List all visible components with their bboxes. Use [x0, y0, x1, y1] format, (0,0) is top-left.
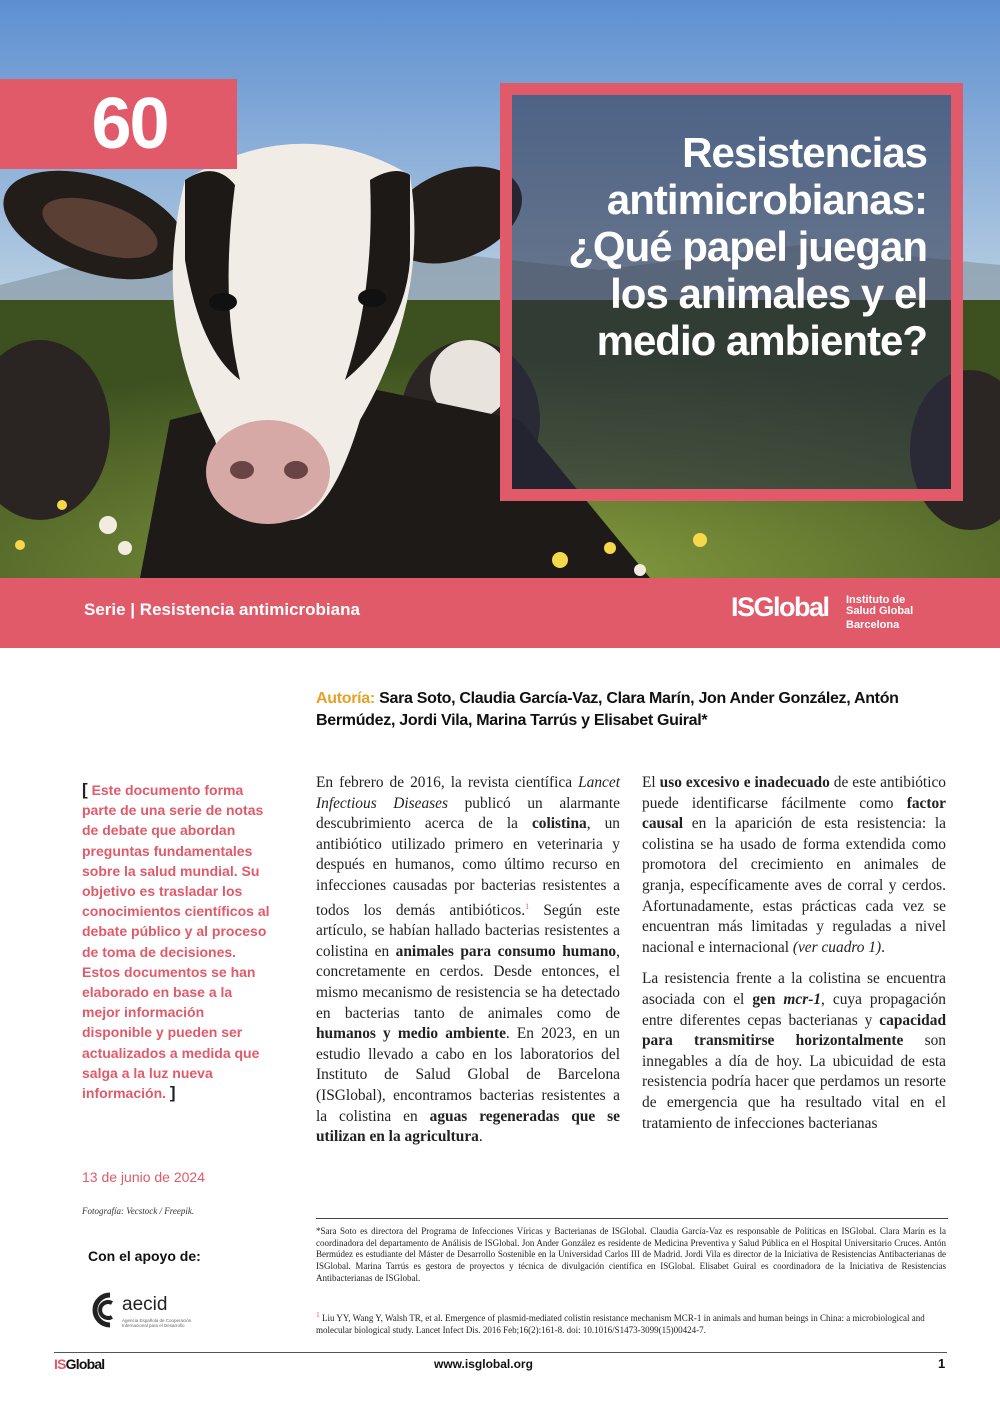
- box-reference: (ver cuadro 1): [792, 938, 882, 956]
- text: . En 2023, en un estudio llevado a cabo en los laboratorios del Instituto de Salud Global de Barcelona (ISGlobal), encontramos bacterias resistentes a la colistina en: [316, 1025, 620, 1125]
- gene-name: mcr-1: [783, 990, 822, 1008]
- open-bracket: [: [82, 780, 88, 799]
- logo-city: Barcelona: [846, 619, 900, 631]
- reference-text: Liu YY, Wang Y, Walsh TR, et al. Emergence of plasmid-mediated colistin resistance mechanism MCR-1 in animals and human beings in China: a microbiological and molecular biological study. Lancet Infect Dis. 2016 Feb;16(2):161-8. doi: 10.1016/S1473-3099(15)00424-7.: [316, 1313, 925, 1335]
- authors-names: Sara Soto, Claudia García-Vaz, Clara Marín, Jon Ander González, Antón Bermúdez, Jordi Vila, Marina Tarrús y Elisabet Guiral*: [316, 690, 899, 729]
- text: .: [881, 938, 886, 956]
- paragraph: [316, 773, 620, 1148]
- logo-is: IS: [54, 1356, 66, 1372]
- highlight: animales para consumo humano: [395, 942, 617, 960]
- body-column-2: [642, 773, 946, 1134]
- reference-footnote: [316, 1309, 946, 1336]
- photo-credit: Fotografía: Vecstock / Freepik.: [82, 1206, 195, 1216]
- aecid-name: aecid: [122, 1294, 168, 1315]
- document-title: Resistencias antimicrobianas: ¿Qué papel juegan los animales y el medio ambiente?: [568, 129, 927, 364]
- website-link[interactable]: www.isglobal.org: [434, 1357, 533, 1371]
- close-bracket: ]: [169, 1083, 176, 1103]
- aecid-fullname: Agencia Española de Cooperación Internacional para el Desarrollo: [122, 1318, 192, 1328]
- isglobal-logo: ISGlobal: [731, 592, 829, 622]
- sidebar-text: Este documento forma parte de una serie de notas de debate que abordan preguntas fundamentales sobre la salud mundial. Su objetivo es trasladar los conocimientos científicos al debate público y al proceso de toma de decisiones. Estos documentos se han elaborado en base a la mejor información disponible y pueden ser actualizados a medida que salga a la luz nueva información.: [82, 782, 270, 1102]
- issue-number-box: [0, 79, 237, 169]
- authors-label: Autoría:: [316, 690, 375, 707]
- text: en la aparición de esta resistencia: la colistina se ha usado de forma extendida como promotora del crecimiento en animales de granja, específicamente aves de corral y cerdos. Afortunadamente, estas prácticas cada vez se encuentran más limitadas y reguladas a nivel nacional e internacional: [642, 815, 946, 956]
- series-bar: [0, 578, 1000, 648]
- body-column-1: [316, 773, 620, 1148]
- text: , un antibiótico utilizado primero en veterinaria y después en humanos, como último recurso en infecciones causadas por bacterias resistentes a todos los demás antibióticos.: [316, 815, 620, 919]
- text: , concretamente en cerdos. Desde entonces, el mismo mecanismo de resistencia se ha detectado en bacterias tanto de animales como de: [316, 942, 620, 1022]
- text: La resistencia frente a la colistina se encuentra asociada con el: [642, 970, 946, 1008]
- footnote-ref[interactable]: 1: [525, 901, 530, 911]
- highlight: factor causal: [642, 794, 946, 833]
- paragraph: [642, 773, 946, 958]
- highlight: capacidad para transmitirse horizontalmente: [642, 1011, 946, 1050]
- highlight: uso excesivo e inadecuado: [659, 774, 830, 791]
- text: , cuya propagación entre diferentes cepas bacterianas y: [642, 990, 946, 1029]
- text: son innegables a día de hoy. La ubicuidad de esta resistencia podría hacer que perdamos un resorte de emergencia que ha resultado vital en el tratamiento de infecciones bacterianas: [642, 1032, 946, 1132]
- journal-name: Lancet Infectious Diseases: [316, 774, 620, 812]
- text: de este antibiótico puede identificarse fácilmente como: [642, 774, 946, 812]
- text: publicó un alarmante descubrimiento acerca de la: [316, 794, 620, 833]
- text: Según este artículo, se habían hallado bacterias resistentes a colistina en: [316, 901, 620, 960]
- paragraph: [642, 969, 946, 1134]
- footnote-number: 1: [316, 1310, 320, 1319]
- footer-logo: [54, 1356, 104, 1372]
- footer-divider: [54, 1352, 947, 1353]
- page-number: 1: [938, 1356, 946, 1371]
- text: El: [642, 774, 660, 791]
- highlight: gen: [752, 990, 784, 1008]
- text: En febrero de 2016, la revista científica: [316, 774, 579, 791]
- publication-date: 13 de junio de 2024: [82, 1169, 205, 1185]
- author-affiliations-footnote: *Sara Soto es directora del Programa de Infecciones Víricas y Bacterianas de ISGlobal. Claudia García-Vaz es responsable de Políticas en ISGlobal. Clara Marín es la coordinadora del departamento de Análisis de ISGlobal. Jon Ander González es residente de Medicina Preventiva y Salud Pública en el Hospital Universitario Cruces. Antón Bermúdez es estudiante del Máster de Desarrollo Sostenible en la Universidad Carlos III de Madrid. Jordi Vila es director de la Iniciativa de Resistencias Antibacterianas de ISGlobal. Marina Tarrús es gestora de proyectos y técnica de divulgación científica en ISGlobal. Elisabet Guiral es coordinadora de la Iniciativa de Resistencias Antibacterianas de ISGlobal.: [316, 1226, 946, 1283]
- title-frame: [500, 83, 963, 501]
- logo-global: Global: [65, 1356, 105, 1372]
- isglobal-logo-subtitle: [846, 595, 913, 617]
- series-label: Serie | Resistencia antimicrobiana: [84, 600, 360, 619]
- support-label: Con el apoyo de:: [88, 1248, 201, 1264]
- highlight: humanos y medio ambiente: [316, 1025, 506, 1043]
- highlight: aguas regeneradas que se utilizan en la agricultura: [316, 1107, 620, 1146]
- logo-sub-line2: Salud Global: [846, 605, 914, 617]
- highlight: colistina: [531, 815, 587, 833]
- footnote-divider: [316, 1218, 948, 1219]
- cover-photo: [0, 0, 1000, 578]
- authors: [316, 688, 936, 732]
- text: .: [478, 1128, 483, 1146]
- issue-number: 60: [91, 84, 168, 164]
- sidebar-note: [82, 780, 272, 1103]
- logo-sub-line1: Instituto de: [846, 594, 906, 606]
